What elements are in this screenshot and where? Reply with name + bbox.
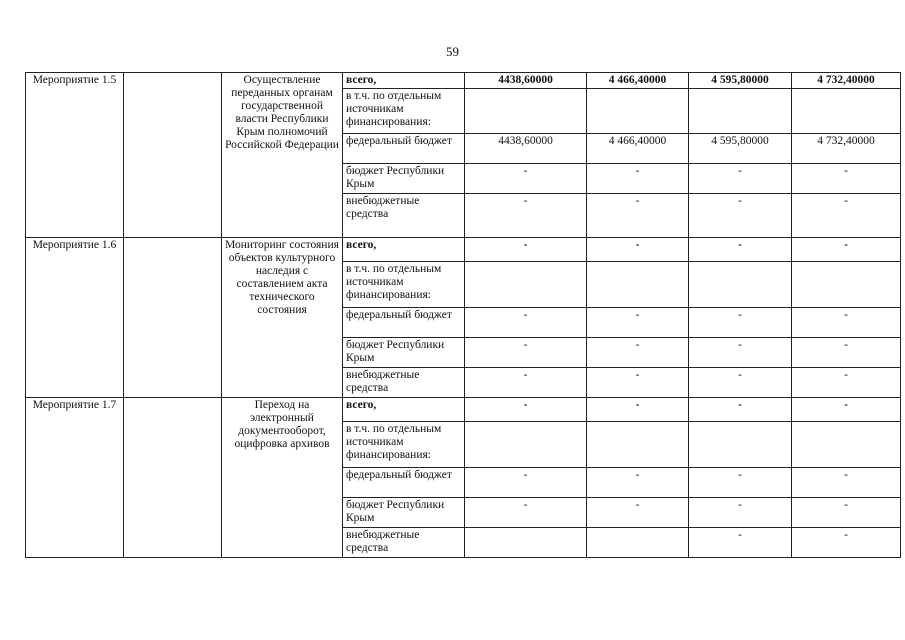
amount-cell: [465, 262, 587, 308]
amount-cell: -: [587, 164, 689, 194]
measure-name-cell: Мониторинг состояния объектов культурного наследия с составлением акта технического состояния: [222, 238, 343, 398]
funding-source-cell: всего,: [343, 73, 465, 89]
amount-cell: [689, 89, 792, 134]
amount-cell: 4 466,40000: [587, 73, 689, 89]
amount-cell: -: [587, 368, 689, 398]
funding-source-cell: всего,: [343, 398, 465, 422]
table-row: [26, 238, 901, 262]
amount-cell: [465, 89, 587, 134]
amount-cell: [792, 262, 901, 308]
amount-cell: 4438,60000: [465, 134, 587, 164]
amount-cell: -: [689, 368, 792, 398]
amount-cell: -: [792, 398, 901, 422]
amount-cell: -: [465, 338, 587, 368]
measure-id-cell: Мероприятие 1.7: [26, 398, 124, 558]
amount-cell: -: [587, 338, 689, 368]
funding-source-cell: внебюджетные средства: [343, 194, 465, 238]
responsible-cell: [124, 398, 222, 558]
amount-cell: -: [792, 308, 901, 338]
amount-cell: -: [792, 194, 901, 238]
amount-cell: -: [587, 498, 689, 528]
amount-cell: [587, 89, 689, 134]
amount-cell: [587, 528, 689, 558]
funding-source-cell: в т.ч. по отдельным источникам финансирования:: [343, 422, 465, 468]
amount-cell: [792, 422, 901, 468]
amount-cell: -: [689, 498, 792, 528]
table-row: [26, 398, 901, 422]
amount-cell: -: [792, 368, 901, 398]
table-row: [26, 73, 901, 89]
amount-cell: -: [465, 308, 587, 338]
funding-source-cell: федеральный бюджет: [343, 134, 465, 164]
page-number: 59: [446, 44, 459, 59]
amount-cell: -: [792, 164, 901, 194]
amount-cell: -: [465, 164, 587, 194]
amount-cell: [465, 422, 587, 468]
amount-cell: 4 732,40000: [792, 73, 901, 89]
measure-id-cell: Мероприятие 1.5: [26, 73, 124, 238]
funding-source-cell: бюджет Республики Крым: [343, 338, 465, 368]
amount-cell: -: [689, 164, 792, 194]
amount-cell: 4 732,40000: [792, 134, 901, 164]
amount-cell: -: [792, 238, 901, 262]
amount-cell: 4 466,40000: [587, 134, 689, 164]
amount-cell: -: [587, 308, 689, 338]
funding-source-cell: федеральный бюджет: [343, 308, 465, 338]
funding-source-cell: бюджет Республики Крым: [343, 164, 465, 194]
amount-cell: -: [465, 468, 587, 498]
amount-cell: -: [689, 528, 792, 558]
measure-name-cell: Переход на электронный документооборот, оцифровка архивов: [222, 398, 343, 558]
funding-source-cell: внебюджетные средства: [343, 528, 465, 558]
funding-source-cell: всего,: [343, 238, 465, 262]
amount-cell: [792, 89, 901, 134]
amount-cell: -: [689, 338, 792, 368]
measure-id-cell: Мероприятие 1.6: [26, 238, 124, 398]
amount-cell: -: [465, 368, 587, 398]
amount-cell: -: [689, 194, 792, 238]
amount-cell: -: [689, 468, 792, 498]
amount-cell: -: [465, 238, 587, 262]
amount-cell: -: [689, 238, 792, 262]
measure-name-cell: Осуществление переданных органам государственной власти Республики Крым полномочий Российской Федерации: [222, 73, 343, 238]
amount-cell: -: [465, 194, 587, 238]
amount-cell: -: [587, 238, 689, 262]
funding-source-cell: федеральный бюджет: [343, 468, 465, 498]
amount-cell: [689, 262, 792, 308]
amount-cell: 4 595,80000: [689, 73, 792, 89]
amount-cell: -: [587, 194, 689, 238]
funding-table: [25, 72, 901, 558]
amount-cell: 4438,60000: [465, 73, 587, 89]
funding-source-cell: бюджет Республики Крым: [343, 498, 465, 528]
amount-cell: [689, 422, 792, 468]
responsible-cell: [124, 73, 222, 238]
amount-cell: -: [465, 498, 587, 528]
funding-source-cell: в т.ч. по отдельным источникам финансирования:: [343, 89, 465, 134]
amount-cell: 4 595,80000: [689, 134, 792, 164]
funding-source-cell: внебюджетные средства: [343, 368, 465, 398]
amount-cell: -: [792, 338, 901, 368]
responsible-cell: [124, 238, 222, 398]
amount-cell: -: [792, 468, 901, 498]
amount-cell: -: [792, 498, 901, 528]
amount-cell: [587, 422, 689, 468]
amount-cell: -: [792, 528, 901, 558]
amount-cell: -: [465, 398, 587, 422]
amount-cell: -: [587, 468, 689, 498]
amount-cell: -: [587, 398, 689, 422]
amount-cell: [587, 262, 689, 308]
funding-source-cell: в т.ч. по отдельным источникам финансирования:: [343, 262, 465, 308]
amount-cell: -: [689, 308, 792, 338]
amount-cell: -: [689, 398, 792, 422]
amount-cell: [465, 528, 587, 558]
